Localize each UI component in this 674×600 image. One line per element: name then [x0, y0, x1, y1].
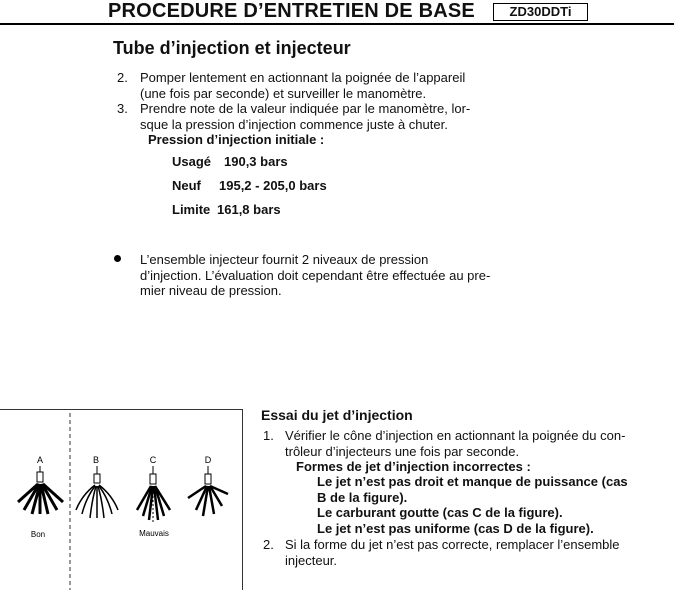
nozzle-b-spray	[76, 466, 118, 518]
nozzle-a-spray	[18, 466, 63, 514]
section-title: Tube d’injection et injecteur	[113, 38, 351, 58]
pressure-heading: Pression d’injection initiale :	[148, 132, 325, 147]
pressure-new-value: 195,2 - 205,0 bars	[219, 178, 327, 193]
engine-model-badge: ZD30DDTi	[493, 3, 588, 21]
nozzle-label-a: A	[36, 455, 44, 465]
incorrect-line: Le carburant goutte (cas C de la figure).	[317, 505, 563, 520]
spray-step-1-line: trôleur d’injecteurs une fois par seconde.	[285, 443, 520, 459]
spray-step-1-number: 1.	[263, 428, 274, 443]
pressure-limit-value: 161,8 bars	[217, 202, 281, 217]
header-divider	[0, 23, 674, 25]
step-3-line: sque la pression d’injection commence juste à chuter.	[140, 116, 448, 132]
incorrect-heading: Formes de jet d’injection incorrectes :	[296, 459, 531, 474]
spray-step-2-line: injecteur.	[285, 552, 338, 568]
bullet-icon	[114, 255, 121, 262]
nozzle-label-b: B	[92, 455, 100, 465]
incorrect-line: B de la figure).	[317, 489, 408, 505]
spray-step-2-line: Si la forme du jet n’est pas correcte, remplacer l’ensemble	[285, 537, 620, 552]
step-3-number: 3.	[117, 101, 128, 116]
spray-step-2-text	[285, 537, 620, 568]
spray-step-2-number: 2.	[263, 537, 274, 552]
pressure-limit-label: Limite	[172, 202, 211, 217]
step-3-line: Prendre note de la valeur indiquée par le manomètre, lor-	[140, 101, 471, 116]
nozzle-c-spray	[137, 466, 170, 522]
spray-test-title: Essai du jet d’injection	[261, 407, 413, 423]
step-2-line: Pomper lentement en actionnant la poignée de l’appareil	[140, 70, 466, 85]
pressure-new-label: Neuf	[172, 178, 201, 193]
spray-pattern-diagram	[0, 410, 242, 590]
nozzle-label-d: D	[204, 455, 212, 465]
step-2-text	[140, 70, 465, 101]
injector-note	[140, 252, 490, 299]
incorrect-line: Le jet n’est pas droit et manque de puissance (cas	[317, 474, 628, 489]
injector-note-line: L’ensemble injecteur fournit 2 niveaux de pression	[140, 252, 429, 267]
step-2-number: 2.	[117, 70, 128, 85]
spray-step-1-line: Vérifier le cône d’injection en actionnant la poignée du con-	[285, 428, 626, 443]
bad-label: Mauvais	[139, 529, 169, 538]
spray-pattern-figure	[0, 409, 243, 590]
incorrect-list	[317, 474, 628, 536]
incorrect-line: Le jet n’est pas uniforme (cas D de la figure).	[317, 520, 594, 536]
nozzle-label-c: C	[149, 455, 157, 465]
page-header-title: PROCEDURE D’ENTRETIEN DE BASE	[108, 0, 475, 22]
pressure-used-value: 190,3 bars	[224, 154, 288, 169]
injector-note-line: mier niveau de pression.	[140, 283, 282, 298]
spray-step-1-text	[285, 428, 625, 459]
injector-note-line: d’injection. L’évaluation doit cependant être effectuée au pre-	[140, 267, 491, 283]
nozzle-d-spray	[188, 466, 228, 516]
good-label: Bon	[30, 530, 46, 539]
pressure-used-label: Usagé	[172, 154, 212, 169]
step-2-line: (une fois par seconde) et surveiller le manomètre.	[140, 85, 427, 101]
step-3-text	[140, 101, 470, 132]
